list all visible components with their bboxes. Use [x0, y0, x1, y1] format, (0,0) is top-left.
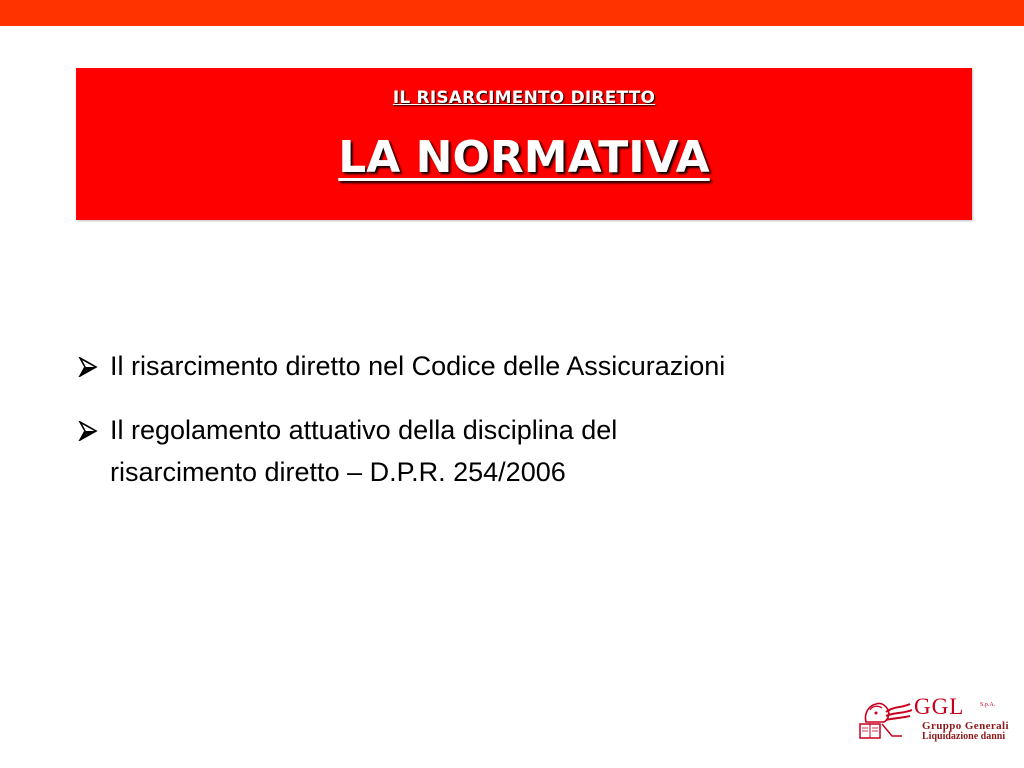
company-logo	[858, 694, 1009, 744]
arrow-bullet-icon	[78, 357, 98, 377]
bullet-text-line1: Il regolamento attuativo della disciplina del	[110, 415, 618, 445]
slide-subtitle: IL RISARCIMENTO DIRETTO	[392, 88, 656, 108]
title-banner	[76, 68, 972, 220]
top-accent-bar	[0, 0, 1024, 26]
bullet-item	[72, 409, 972, 493]
bullet-list	[72, 345, 972, 515]
logo-suffix: S.p.A.	[980, 702, 996, 708]
lion-logo-icon	[858, 696, 916, 740]
logo-tagline-2: Liquidazione danni	[922, 731, 1006, 742]
logo-wordmark: GGL	[914, 694, 965, 719]
logo-tagline-1: Gruppo Generali	[922, 720, 1009, 732]
bullet-text-line2: risarcimento diretto – D.P.R. 254/2006	[110, 457, 566, 487]
bullet-text: Il risarcimento diretto nel Codice delle Assicurazioni	[110, 351, 726, 381]
slide-title: LA NORMATIVA	[338, 132, 710, 183]
arrow-bullet-icon	[78, 421, 98, 441]
bullet-item	[72, 345, 972, 387]
